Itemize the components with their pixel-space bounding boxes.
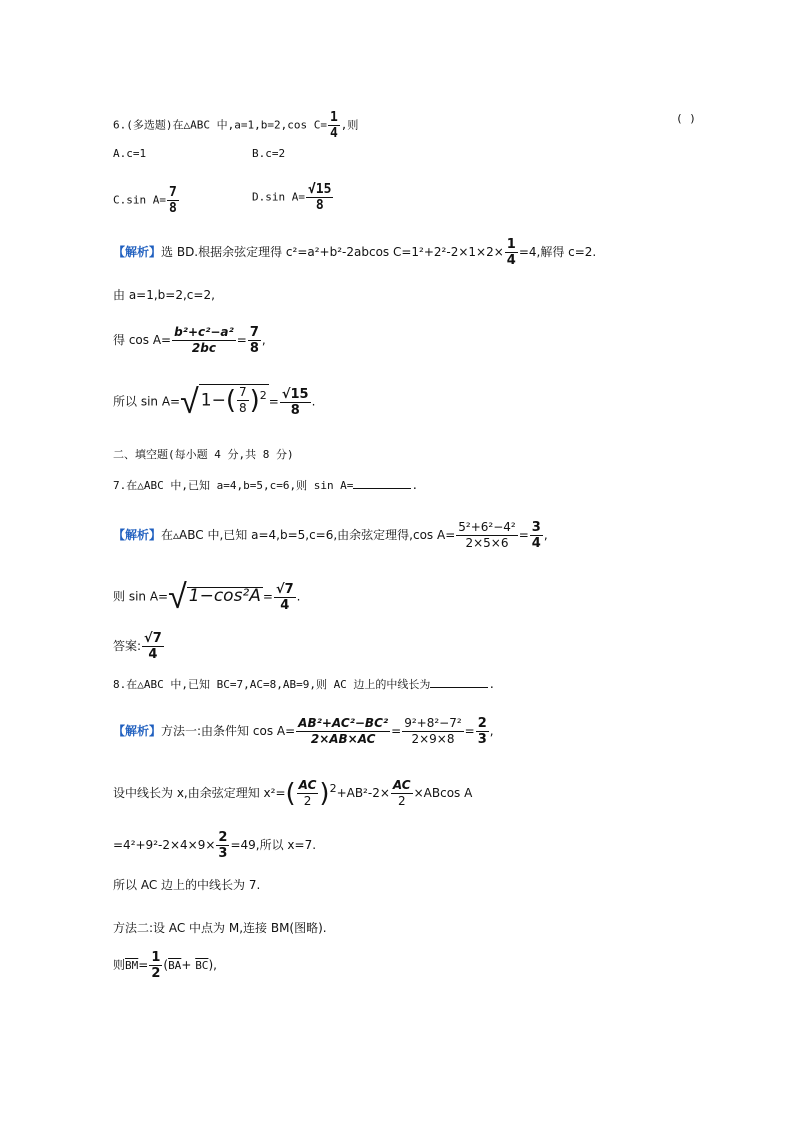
right-paren: ) [249,385,260,416]
numerator: 7 [249,325,259,340]
option-d [252,182,334,213]
left-paren: ( [285,778,296,809]
fraction [149,950,162,981]
sol8-line2-mid: +AB²-2× [336,786,390,800]
punct: . [488,678,496,691]
radical-sign: √ [168,577,187,617]
numerator: 7 [168,185,177,200]
sol8-line2-end: ×ABcos A [413,786,473,800]
left-paren: ( [225,385,236,416]
sol8-line2 [113,778,472,809]
exponent: 2 [259,388,267,402]
equals: = [464,724,475,738]
q8-stem-text: 8.在△ABC 中,已知 BC=7,AC=8,AB=9,则 AC 边上的中线长为 [113,678,431,691]
q8-stem [113,677,495,693]
vector-bc: $\overline{BC}$ [195,959,209,972]
q6-stem-suffix: ,则 [340,118,359,132]
sol6-line4 [113,382,316,422]
punct: , [261,333,266,347]
fraction [328,110,340,141]
fraction [476,716,489,747]
sol6-line2: 由 a=1,b=2,c=2, [113,288,215,302]
denominator: 4 [280,597,290,613]
numerator: √15 [307,182,332,197]
sol8-line4: 所以 AC 边上的中线长为 7. [113,878,261,892]
sol6-line3 [113,325,266,356]
fraction [306,182,333,213]
denominator: 2×9×8 [411,732,455,746]
vector-bm: $\overline{BM}$ [125,959,139,972]
sol8-line1 [113,716,494,747]
denominator: 8 [249,341,259,356]
sol8-line6-prefix: 则 [113,958,126,972]
exponent: 2 [329,782,337,795]
sol7-line1 [113,520,548,551]
analysis-tag: 【解析】 [113,245,162,259]
equals: = [138,958,149,972]
denominator: 8 [315,198,324,213]
sol7-text1: 在▵ABC 中,已知 a=4,b=5,c=6,由余弦定理得,cos A= [161,528,456,542]
q6-stem-prefix: 6.(多选题)在△ABC 中,a=1,b=2,cos C= [113,118,327,132]
left-paren: ( [163,958,169,972]
denominator: 3 [477,732,487,747]
answer-line [113,631,165,662]
analysis-tag: 【解析】 [113,724,162,738]
sol8-line3-end: =49,所以 x=7. [230,838,317,852]
q7-stem [113,478,418,494]
right-paren: ) [319,778,330,809]
sol6-line3-prefix: 得 cos A= [113,333,172,347]
fraction [274,582,296,613]
denominator: 2 [397,794,406,808]
right-paren: ), [208,958,217,972]
vector-ba: $\overline{BA}$ [168,959,182,972]
sol8-line6 [113,950,217,981]
numerator: √7 [144,631,162,646]
sol8-line2-prefix: 设中线长为 x,由余弦定理知 x²= [113,786,286,800]
equals: = [268,394,279,409]
numerator: √7 [275,581,294,597]
equals: = [262,589,273,604]
punct: , [543,528,548,542]
numerator: 9²+8²−7² [404,716,462,730]
plus: + [181,958,196,972]
sol6-line1 [113,237,596,268]
denominator: 8 [168,201,177,216]
numerator: 5²+6²−4² [458,520,516,534]
fraction [280,387,311,418]
sol8-text1: 方法一:由条件知 cos A= [161,724,296,738]
punct: . [411,479,419,492]
analysis-tag: 【解析】 [113,528,162,542]
punct: . [296,589,301,604]
radicand-text: 1− [200,390,226,411]
denominator: 4 [531,536,541,551]
fraction [530,520,543,551]
numerator: √15 [281,386,309,402]
fraction [505,237,518,268]
numerator: 1 [151,950,161,965]
denominator: 3 [218,846,228,861]
sol6-text2: =4,解得 c=2. [518,245,597,259]
sol8-line3-prefix: =4²+9²-2×4×9× [113,838,216,852]
sol8-line3 [113,830,316,861]
fraction [297,778,319,809]
numerator: AB²+AC²−BC² [298,716,389,730]
equals: = [236,333,247,347]
denominator: 2×AB×AC [310,732,376,746]
denominator: 8 [290,402,300,418]
denominator: 2 [151,966,161,981]
fraction [402,716,463,747]
sol7-line2 [113,577,301,617]
sol7-line2-prefix: 则 sin A= [113,589,169,604]
numerator: 3 [531,520,541,535]
option-c [113,185,180,216]
sol6-text1: 选 BD.根据余弦定理得 c²=a²+b²-2abcos C=1²+2²-2×1×2× [161,245,504,259]
fraction [172,325,236,356]
fraction [391,778,413,809]
radicand [199,384,269,416]
denominator: 2bc [191,341,216,355]
numerator: 1 [329,110,338,125]
option-b: B.c=2 [252,147,286,160]
numerator: b²+c²−a² [174,325,234,339]
answer-blank [353,478,411,489]
numerator: 1 [506,237,516,252]
radical-sign: √ [180,382,199,422]
answer-label: 答案: [113,639,142,653]
numerator: 7 [238,385,247,399]
option-d-prefix: D.sin A= [252,190,305,204]
numerator: 2 [218,830,228,845]
fraction [216,830,229,861]
q7-stem-text: 7.在△ABC 中,已知 a=4,b=5,c=6,则 sin A= [113,479,354,492]
fraction [237,385,249,416]
denominator: 4 [148,647,158,662]
fraction [296,716,390,747]
sol6-line4-prefix: 所以 sin A= [113,394,181,409]
numerator: AC [298,778,317,792]
numerator: 2 [477,716,487,731]
option-c-prefix: C.sin A= [113,193,166,207]
punct: , [489,724,494,738]
punct: . [311,394,316,409]
sol8-line5: 方法二:设 AC 中点为 M,连接 BM(图略). [113,921,327,935]
option-a: A.c=1 [113,147,147,160]
fraction [248,325,261,356]
denominator: 4 [506,253,516,268]
denominator: 2 [303,794,312,808]
fraction [167,185,179,216]
equals: = [391,724,402,738]
answer-blank [430,677,488,688]
section-heading: 二、填空题(每小题 4 分,共 8 分) [113,448,294,461]
denominator: 2×5×6 [465,536,509,550]
denominator: 8 [238,401,247,415]
q6-stem [113,110,358,141]
denominator: 4 [329,126,338,141]
numerator: AC [392,778,411,792]
answer-bracket: ( ) [676,112,696,125]
fraction [142,631,164,662]
equals: = [518,528,529,542]
radicand: 1−cos²A [188,585,261,606]
fraction [456,520,517,551]
